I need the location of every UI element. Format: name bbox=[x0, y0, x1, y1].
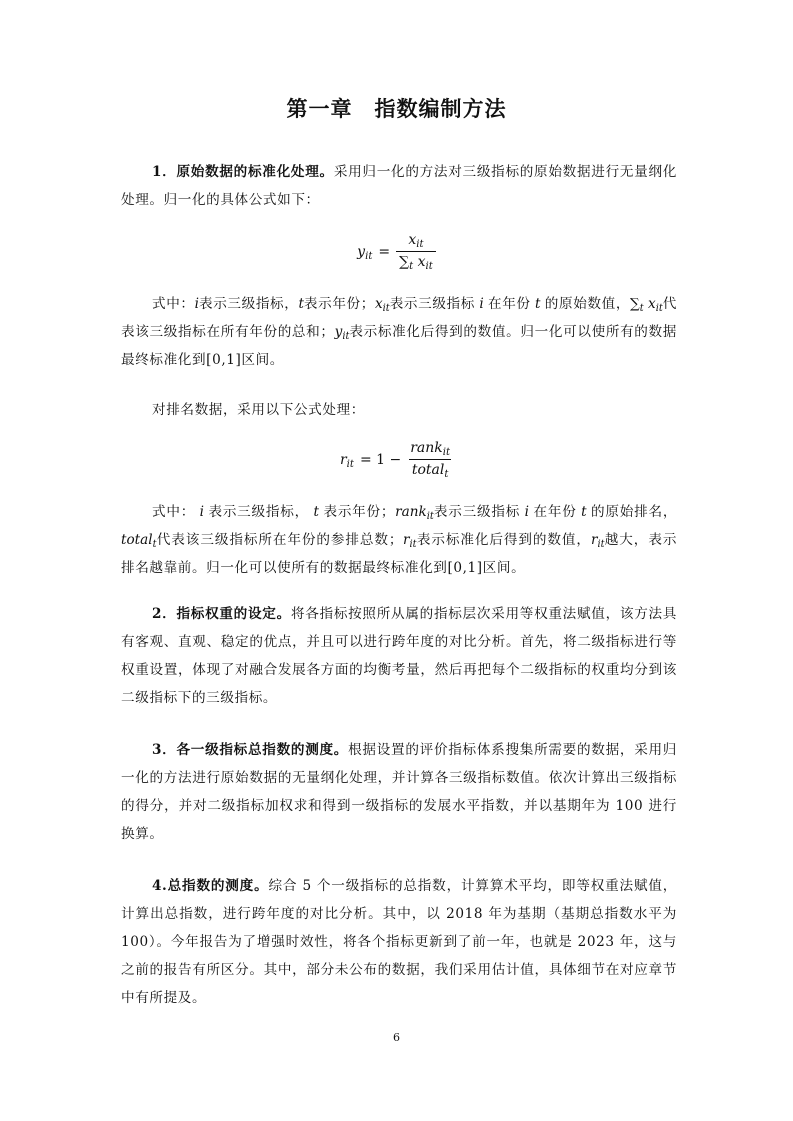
rank-formula-eq: = 1 − bbox=[359, 451, 402, 468]
chapter-title bbox=[0, 93, 793, 123]
formula-fraction: $\frac{x_{it}}{\sum_t x_{it}}$ bbox=[396, 232, 436, 271]
section-1-intro-text: 采用归一化的方法对三级指标的原始数据进行无量纲化处理。归一化的具体公式如下： bbox=[121, 164, 677, 208]
section-2-heading: 2．指标权重的设定。 bbox=[152, 606, 291, 622]
section-3-heading: 3．各一级指标总指数的测度。 bbox=[152, 742, 349, 758]
formula-lhs: $y_{it}$ bbox=[357, 243, 373, 262]
formula-eq: = bbox=[378, 243, 391, 260]
section-2-body: 将各指标按照所从属的指标层次采用等权重法赋值，该方法具有客观、直观、稳定的优点，并且可以进行跨年度的对比分析。首先，将二级指标进行等权重设置，体现了对融合发展各方面的均衡考量，然后再把每个二级指标的权重均分到该二级指标下的三级指标。 bbox=[121, 606, 677, 706]
rank-formula bbox=[0, 440, 793, 479]
section-4-heading: 4.总指数的测度。 bbox=[152, 878, 269, 894]
section-4-body: 综合 5 个一级指标的总指数，计算算术平均，即等权重法赋值，计算出总指数，进行跨年度的对比分析。其中，以 2018 年为基期（基期总指数水平为 100）。今年报告为了增强时效性，将各个指标更新到了前一年，也就是 2023 年，这与之前的报告有所区分。其中，部分未公布的数据，我们采用估计值，具体细节在对应章节中有所提及。 bbox=[121, 878, 677, 1006]
section-3-body: 根据设置的评价指标体系搜集所需要的数据，采用归一化的方法进行原始数据的无量纲化处理，并计算各三级指标数值。依次计算出三级指标的得分，并对二级指标加权求和得到一级指标的发展水平指数，并以基期年为 100 进行换算。 bbox=[121, 742, 677, 842]
normalization-formula bbox=[0, 232, 793, 271]
chapter-name: 指数编制方法 bbox=[374, 97, 507, 121]
section-1-intro bbox=[121, 158, 677, 214]
rank-explanation: 式中： i 表示三级指标， t 表示年份；rank$_{it}$表示三级指标 i 在年份 t 的原始排名，total$_t$代表该三级指标所在年份的参排总数；$r_{it}$表示标准化后得到的数值，$r_{it}$越大，表示排名越靠前。归一化可以使所有的数据最终标准化到[0,1]区间。 bbox=[121, 504, 678, 576]
page-number: 6 bbox=[393, 1031, 400, 1044]
chapter-number: 第一章 bbox=[286, 97, 353, 121]
section-2 bbox=[121, 600, 677, 712]
section-1-explanation: 式中：i表示三级指标，t表示年份；$x_{it}$表示三级指标 i 在年份 t 的原始数值，$\sum_t$ $x_{it}$代表该三级指标在所有年份的总和；$y_{it}$表示标准化后得到的数值。归一化可以使所有的数据最终标准化到[0,1]区间。 bbox=[121, 296, 677, 368]
rank-intro: 对排名数据，采用以下公式处理： bbox=[152, 402, 365, 418]
section-1-heading: 1．原始数据的标准化处理。 bbox=[152, 164, 334, 180]
rank-formula-lhs: $r_{it}$ bbox=[339, 451, 354, 470]
section-4 bbox=[121, 872, 677, 1012]
section-3 bbox=[121, 736, 677, 848]
rank-formula-fraction: $\frac{rank_{it}}{total_t}$ bbox=[410, 440, 451, 481]
